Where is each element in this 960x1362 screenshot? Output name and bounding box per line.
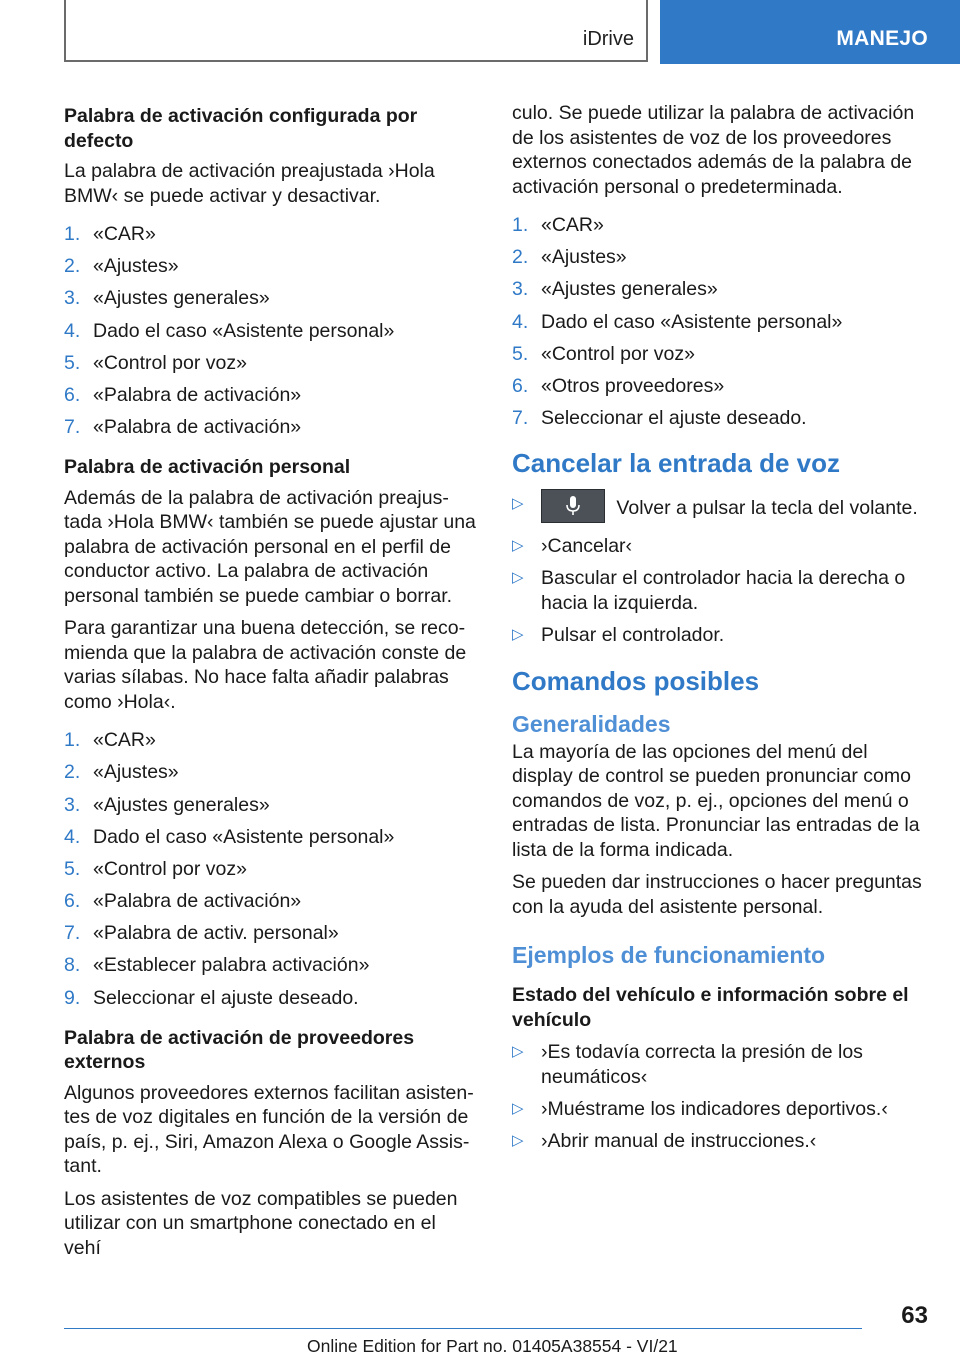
header-frame — [64, 0, 648, 62]
step-item: 6. «Palabra de activación» — [64, 383, 302, 406]
steps-list-personal — [64, 728, 478, 1010]
triangle-bullet-icon: ▷ — [512, 1099, 524, 1117]
paragraph: culo. Se puede utilizar la palabra de activación de los asistentes de voz de los proveedores externos conectados además de la palabra de activación personal o predeterminada. — [512, 102, 915, 198]
triangle-bullet-icon: ▷ — [512, 626, 524, 644]
step-item: 7. «Palabra de activ. personal» — [64, 922, 339, 945]
step-item: 5. «Control por voz» — [64, 351, 247, 374]
example-commands-list — [512, 1040, 926, 1154]
page-number: 63 — [901, 1302, 928, 1329]
step-item: 2. «Ajustes» — [64, 761, 179, 784]
steps-list-default — [64, 222, 478, 439]
step-item: 4. Dado el caso «Asistente personal» — [64, 319, 395, 342]
step-item: 6. «Palabra de activación» — [64, 890, 302, 913]
subheading-default-wake-word: Palabra de activación configurada por defecto — [64, 105, 418, 152]
paragraph: Los asistentes de voz compatibles se pueden utilizar con un smartphone conectado en el vehí — [64, 1187, 458, 1259]
list-item: ▷ ›Muéstrame los indicadores deportivos.‹ — [512, 1097, 888, 1120]
triangle-bullet-icon: ▷ — [512, 1132, 524, 1150]
triangle-bullet-icon: ▷ — [512, 495, 524, 513]
step-item: 9. Seleccionar el ajuste deseado. — [64, 986, 359, 1009]
heading-possible-commands: Comandos posibles — [512, 665, 760, 696]
step-item: 3. «Ajustes generales» — [512, 278, 718, 301]
subheading-personal-wake-word: Palabra de activación personal — [64, 456, 351, 479]
step-item: 7. Seleccionar el ajuste deseado. — [512, 407, 807, 430]
footer-edition-text: Online Edition for Part no. 01405A38554 - VI/21 — [307, 1336, 678, 1356]
step-item: 7. «Palabra de activación» — [64, 416, 302, 439]
triangle-bullet-icon: ▷ — [512, 536, 524, 554]
paragraph: Para garantizar una buena detección, se recomienda que la palabra de activación conste de varias sílabas. No hace falta añadir palabras como ›Hola‹. — [64, 617, 467, 713]
cancel-options-list — [512, 492, 926, 647]
step-item: 3. «Ajustes generales» — [64, 793, 270, 816]
step-item: 3. «Ajustes generales» — [64, 287, 270, 310]
paragraph: Algunos proveedores externos facilitan asistentes de voz digitales en función de la versión de país, p. ej., Siri, Amazon Alexa o Google Assistant. — [64, 1081, 474, 1178]
paragraph: La mayoría de las opciones del menú del display de control se pueden pronunciar como comandos de voz, p. ej., opciones del menú o entradas de lista. Pronunciar las entradas de la lista de la forma indicada. — [512, 740, 920, 861]
subheading-external-providers: Palabra de activación de proveedores externos — [64, 1026, 415, 1074]
subheading-vehicle-status: Estado del vehículo e información sobre el vehículo — [512, 984, 909, 1031]
heading-cancel-voice-input: Cancelar la entrada de voz — [512, 448, 841, 479]
left-column — [64, 104, 478, 1268]
step-item: 4. Dado el caso «Asistente personal» — [512, 310, 843, 333]
paragraph: La palabra de activación preajustada ›Hola BMW‹ se puede activar y desactivar. — [64, 160, 435, 207]
heading-examples: Ejemplos de funcionamiento — [512, 942, 826, 969]
step-item: 6. «Otros proveedores» — [512, 374, 725, 397]
list-item: ▷ Bascular el controlador hacia la derecha o hacia la izquierda. — [512, 567, 906, 614]
list-item: ▷ ›Cancelar‹ — [512, 534, 633, 557]
footer-divider — [64, 1328, 862, 1329]
step-item: 8. «Establecer palabra activación» — [64, 954, 370, 977]
step-item: 5. «Control por voz» — [64, 857, 247, 880]
step-item: 2. «Ajustes» — [64, 255, 179, 278]
list-item: ▷ ›Es todavía correcta la presión de los neumáticos‹ — [512, 1041, 863, 1088]
triangle-bullet-icon: ▷ — [512, 1043, 524, 1061]
paragraph: Además de la palabra de activación preajustada ›Hola BMW‹ también se puede ajustar una palabra de activación personal en el perfil de conductor activo. La palabra de activación personal también se puede cambiar o borrar. — [64, 486, 476, 607]
step-item: 1. «CAR» — [64, 729, 156, 752]
right-column — [512, 101, 926, 1172]
step-item: 1. «CAR» — [512, 214, 604, 236]
paragraph: Se pueden dar instrucciones o hacer preguntas con la ayuda del asistente personal. — [512, 871, 922, 918]
list-item: ▷ Pulsar el controlador. — [512, 624, 725, 647]
section-label: iDrive — [582, 28, 634, 50]
chapter-tab — [660, 0, 960, 64]
heading-general: Generalidades — [512, 710, 671, 737]
triangle-bullet-icon: ▷ — [512, 569, 524, 587]
microphone-button-icon — [541, 489, 605, 523]
step-item: 2. «Ajustes» — [512, 246, 627, 269]
step-item: 4. Dado el caso «Asistente personal» — [64, 825, 395, 848]
step-item: 5. «Control por voz» — [512, 342, 695, 365]
chapter-tab-label: MANEJO — [836, 27, 928, 50]
step-item: 1. «CAR» — [64, 223, 156, 245]
list-item: ▷ ›Abrir manual de instrucciones.‹ — [512, 1130, 817, 1153]
steps-list-external — [512, 213, 926, 430]
list-item: ▷ Volver a pulsar la tecla del volante. — [512, 492, 926, 526]
